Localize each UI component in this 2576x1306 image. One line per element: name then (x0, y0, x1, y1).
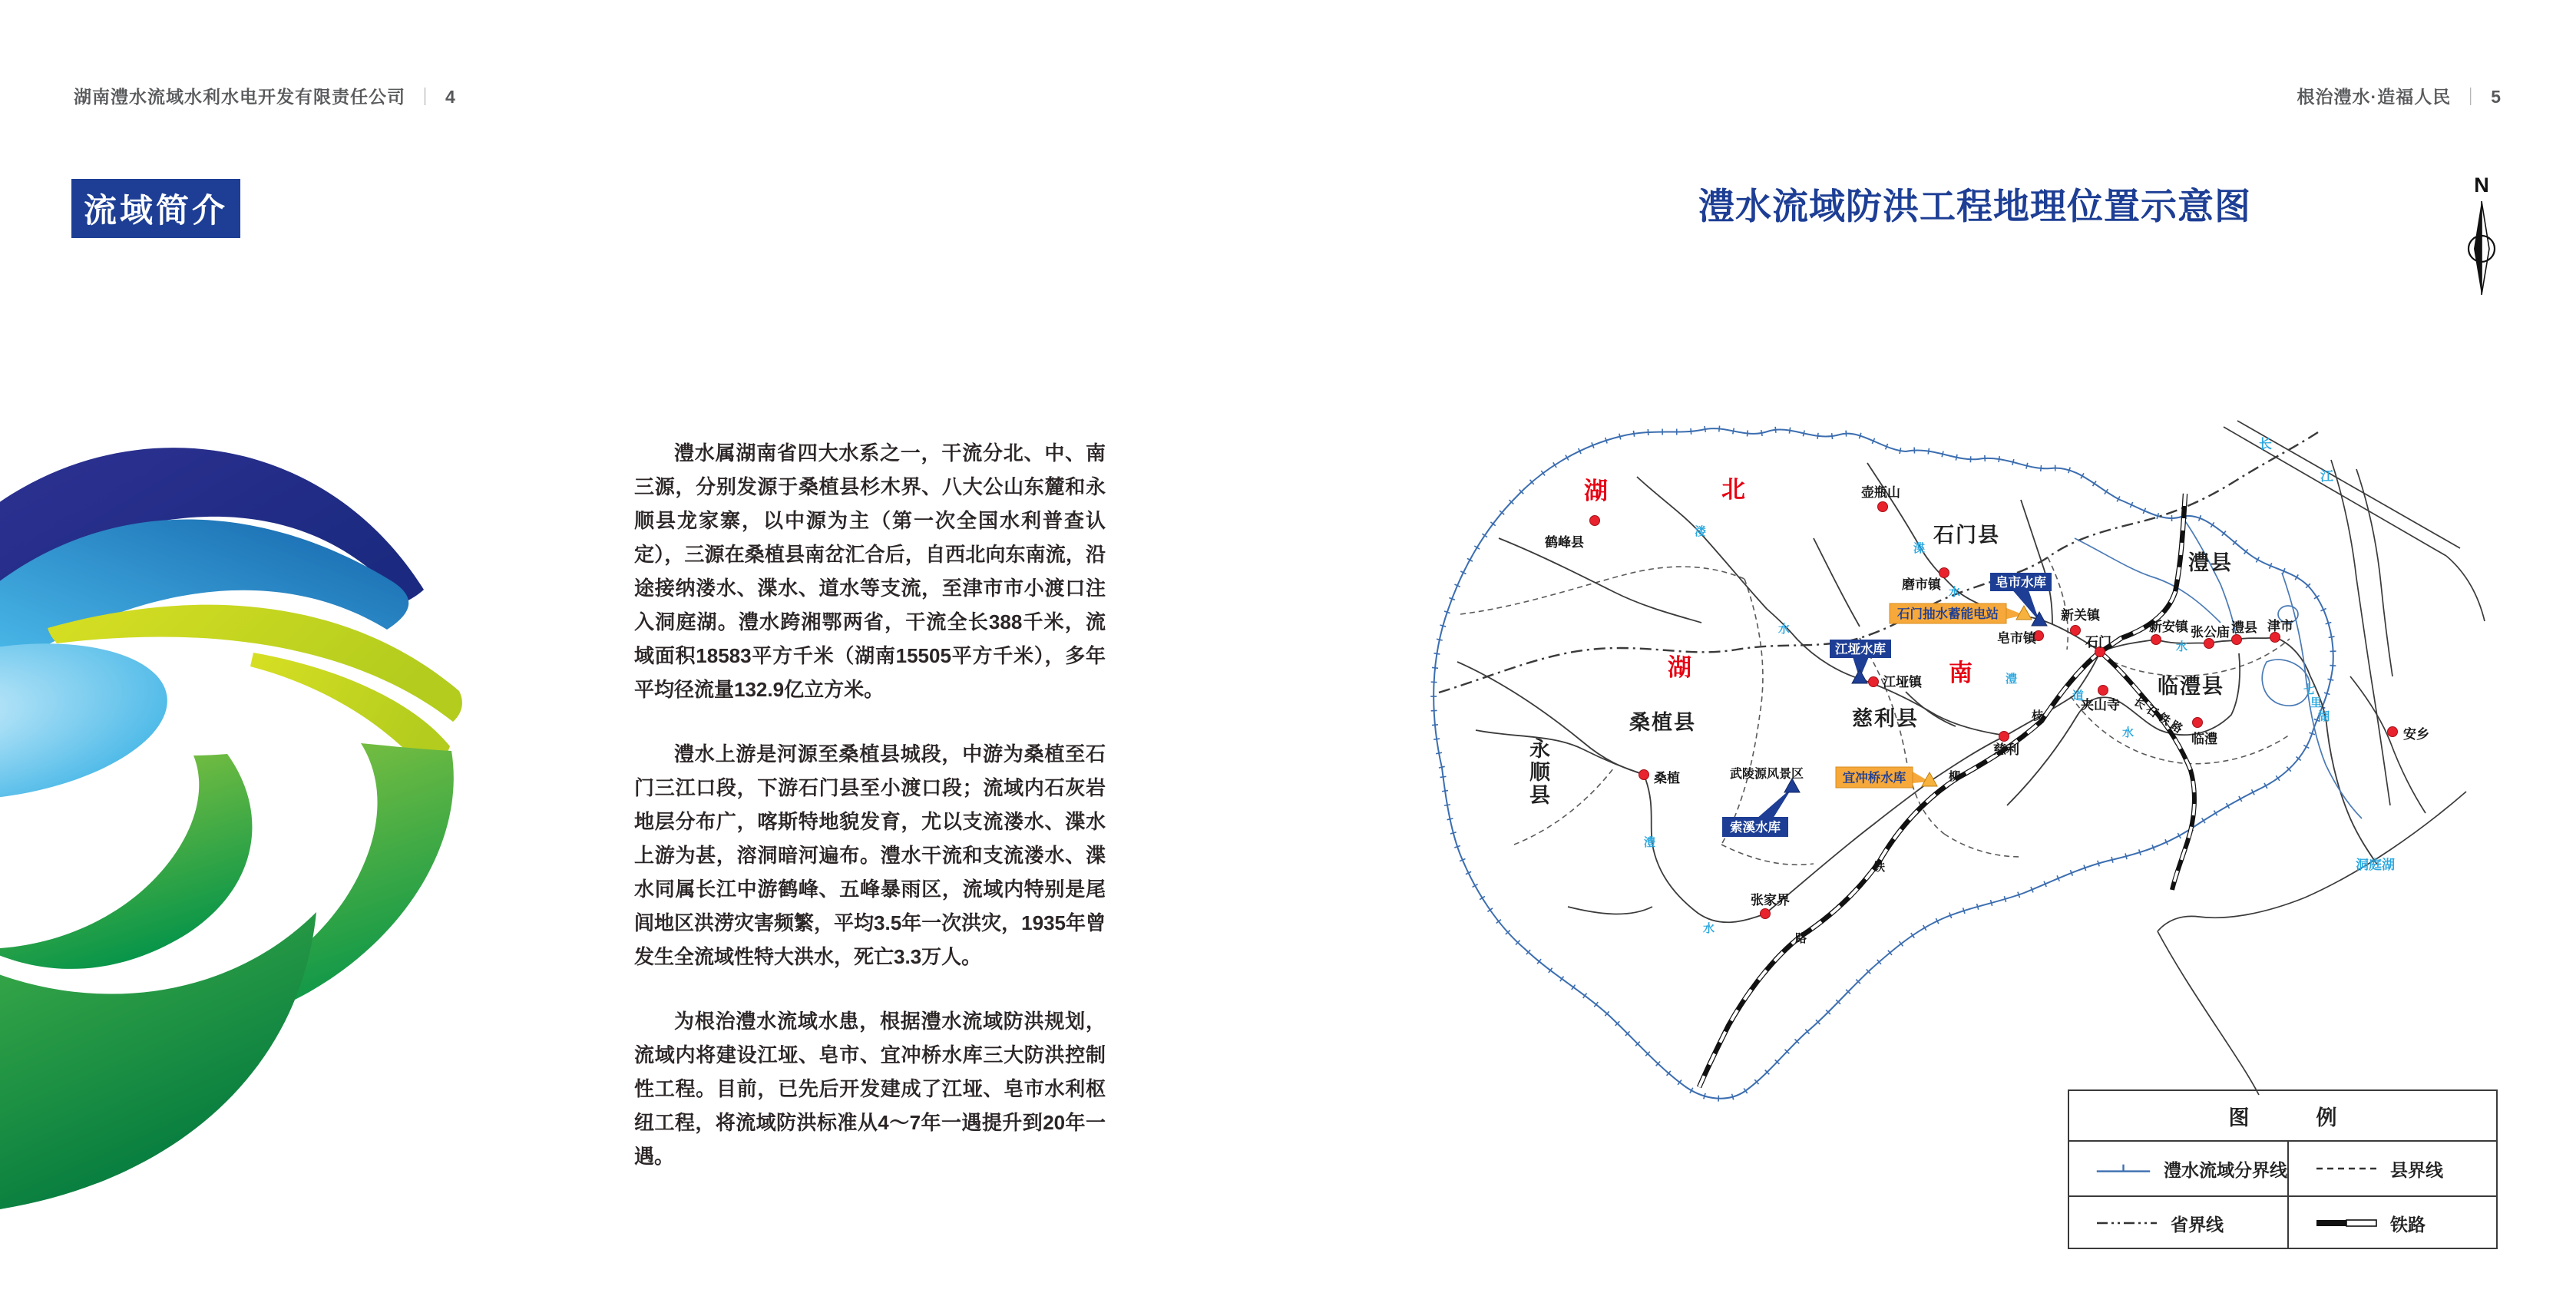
map-river-label: 江 (2320, 469, 2333, 484)
map-river-label: 水 (2176, 640, 2188, 653)
map-town-label: 石门 (2085, 635, 2111, 650)
map-town-label: 皂市镇 (1997, 631, 2036, 646)
map-town-label: 张家界 (1751, 893, 1790, 908)
map-town-dot (2270, 633, 2280, 643)
paragraph-3: 为根治澧水流域水患，根据澧水流域防洪规划，流域内将建设江垭、皂市、宜冲桥水库三大防洪控制性工程。目前，已先后开发建成了江垭、皂市水利枢纽工程，将流域防洪标准从4～7年一遇提升到20年一遇。 (634, 1010, 1106, 1168)
map-river-label: 水 (1778, 623, 1791, 636)
header-divider: ｜ (2462, 87, 2481, 107)
legend-label: 铁路 (2390, 1214, 2426, 1235)
legend-item-county-line (2287, 1142, 2496, 1195)
reservoir-label-text: 江垭水库 (1835, 643, 1886, 656)
legend-label: 澧水流域分界线 (2164, 1159, 2287, 1180)
compass-needle-light (2482, 201, 2489, 295)
company-logo (0, 399, 491, 1240)
map-town-dot (1999, 732, 2009, 742)
map-river-label: 长 (2259, 437, 2272, 451)
header-divider: ｜ (416, 87, 435, 107)
map-town-dot (2071, 626, 2081, 636)
map-county-label: 桑植县 (1629, 711, 1696, 734)
map-river-label: 七 (2303, 683, 2316, 696)
map-river-label: 洞庭湖 (2356, 858, 2395, 872)
header-right (2297, 83, 2502, 108)
map-town-label: 桑植 (1654, 771, 1680, 785)
logo-core-ellipse (0, 622, 178, 822)
map-poi-label: 武陵源风景区 (1730, 768, 1804, 781)
map-railway-label: 长石铁路 (2131, 695, 2187, 738)
map-town-label: 江垭镇 (1883, 675, 1922, 689)
reservoir-label-text: 皂市水库 (1996, 576, 2046, 590)
map-town-dot (1878, 502, 1888, 512)
map-county-label: 石门县 (1933, 524, 2000, 547)
map-town-dot (2232, 635, 2242, 645)
map-county-label: 永顺县 (1529, 738, 1552, 807)
map-town-label: 澧县 (2231, 620, 2257, 635)
county-line-symbol (2315, 1162, 2378, 1175)
compass (2454, 167, 2509, 303)
map-reservoir-callout (1890, 603, 2032, 623)
qilihu-lake-outline (2262, 660, 2310, 706)
map-town-label: 磨市镇 (1902, 577, 1941, 592)
map-river-label: 澧 (2006, 673, 2018, 686)
reservoir-label-text: 石门抽水蓄能电站 (1897, 607, 1999, 621)
map-county-label: 临澧县 (2158, 675, 2224, 698)
reservoir-label-text: 宜冲桥水库 (1842, 771, 1906, 785)
map-river-label: 水 (1703, 922, 1715, 935)
map-town-label: 张公庙 (2191, 625, 2230, 640)
map-river-label: 溇 (1695, 525, 1707, 538)
map-railway-label: 柳 (1949, 770, 1961, 783)
map-town-dot (2193, 718, 2203, 728)
map-river-label: 水 (1949, 586, 1961, 599)
map-town-label: 新安镇 (2149, 620, 2188, 634)
map-river-label: 渫 (1913, 542, 1926, 555)
map-town-label: 津市 (2267, 619, 2293, 633)
legend-title: 图 例 (2069, 1091, 2496, 1142)
basin-map (1420, 399, 2511, 1136)
map-reservoir-callout (1830, 640, 1891, 683)
railway-lines (1699, 494, 2194, 1087)
map-province-label: 北 (1721, 476, 1745, 503)
header-left (74, 83, 456, 108)
section-title-badge: 流域简介 (71, 179, 240, 238)
basin-divide-symbol (2095, 1162, 2151, 1175)
basin-introduction-text (634, 436, 1106, 1204)
yangtze-river (2224, 427, 2446, 556)
legend-item-basin-divide (2069, 1142, 2287, 1195)
map-town-dot (2098, 686, 2108, 696)
page-number-right: 5 (2491, 87, 2502, 107)
compass-north-label: N (2474, 174, 2489, 197)
map-town-label: 慈利 (1993, 742, 2019, 757)
company-name: 湖南澧水流域水利水电开发有限责任公司 (74, 87, 405, 107)
map-town-dot (2388, 727, 2398, 737)
map-county-label: 澧县 (2188, 551, 2233, 574)
map-town-label: 新关镇 (2061, 608, 2100, 623)
map-province-label: 湖 (1584, 478, 1608, 504)
dongting-lake-shore (2158, 792, 2466, 931)
map-town-label: 安乡 (2403, 727, 2429, 742)
legend-label: 省界线 (2171, 1214, 2224, 1235)
map-river-label: 水 (2122, 726, 2135, 739)
map-province-label: 湖 (1668, 654, 1691, 681)
map-town-dot (1869, 677, 1879, 687)
province-line-symbol (2095, 1216, 2158, 1230)
paragraph-2: 澧水上游是河源至桑植县城段，中游为桑植至石门三江口段，下游石门县至小渡口段；流域内石灰岩地层分布广，喀斯特地貌发育，尤以支流溇水、渫水上游为甚，溶洞暗河遍布。澧水干流和支流溇水、渫水同属长江中游鹤峰、五峰暴雨区，流域内特别是尾闾地区洪涝灾害频繁，平均3.5年一次洪灾，1935年曾发生全流域性特大洪水，死亡3.3万人。 (634, 742, 1106, 968)
map-town-dot (2204, 639, 2214, 649)
map-town-dot (2151, 635, 2161, 645)
map-town-dot (1639, 770, 1649, 780)
map-town-dot (1761, 909, 1771, 919)
map-reservoir-callout (1722, 779, 1800, 837)
slogan: 根治澧水·造福人民 (2297, 87, 2452, 107)
river-lines (1457, 463, 2377, 922)
map-town-label: 壶瓶山 (1861, 485, 1900, 500)
map-town-dot (1939, 568, 1949, 578)
map-railway-label: 路 (1795, 932, 1807, 945)
reservoir-label-text: 索溪水库 (1730, 821, 1781, 835)
railway-symbol (2315, 1216, 2378, 1230)
map-town-label: 鹤峰县 (1545, 535, 1584, 550)
legend-item-province-line (2069, 1195, 2287, 1249)
map-province-label: 南 (1949, 660, 1973, 686)
map-town-dot (1590, 516, 1600, 526)
map-town-label: 临澧 (2191, 732, 2217, 746)
map-reservoir-callout (1836, 767, 1937, 788)
map-river-label: 里 (2310, 696, 2323, 709)
map-title: 澧水流域防洪工程地理位置示意图 (1698, 186, 2251, 226)
map-county-label: 慈利县 (1852, 707, 1919, 730)
map-legend (2068, 1089, 2498, 1249)
zhiliu-railway (1699, 494, 2188, 1087)
page-number-left: 4 (445, 87, 456, 107)
map-river-label: 道 (2072, 689, 2085, 703)
compass-needle-dark (2474, 201, 2482, 295)
paragraph-1: 澧水属湖南省四大水系之一，干流分北、中、南三源，分别发源于桑植县杉木界、八大公山东麓和永顺县龙家寨，以中源为主（第一次全国水利普查认定），三源在桑植县南岔汇合后，自西北向东南流，沿途接纳溇水、渫水、道水等支流，至津市市小渡口注入洞庭湖。澧水跨湘鄂两省，干流全长388千米，流域面积18583平方千米（湖南15505平方千米），多年平均径流量132.9亿立方米。 (634, 441, 1106, 701)
map-railway-label: 枝 (2032, 709, 2044, 722)
map-railway-label: 铁 (1873, 861, 1886, 874)
map-town-label: 夹山寺 (2081, 698, 2120, 713)
map-river-label: 湖 (2318, 710, 2330, 723)
legend-label: 县界线 (2390, 1159, 2443, 1180)
map-river-label: 澧 (1644, 836, 1656, 849)
legend-item-railway (2287, 1195, 2496, 1249)
